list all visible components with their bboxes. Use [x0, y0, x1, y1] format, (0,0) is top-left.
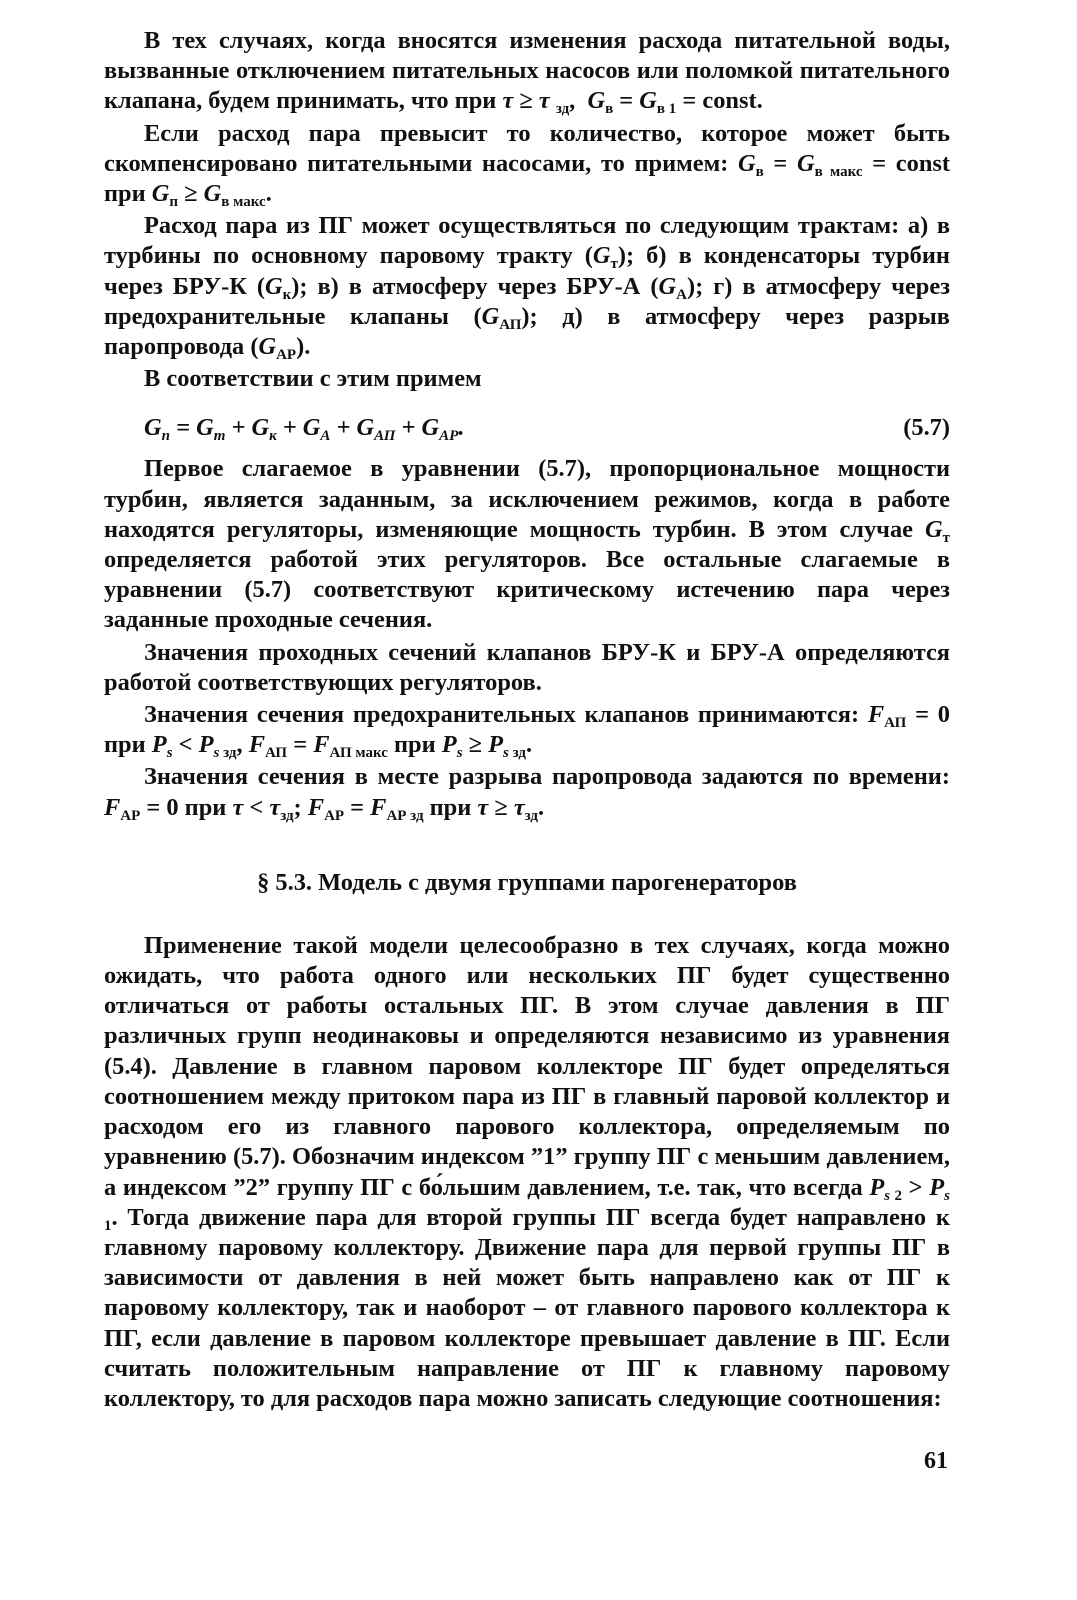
- paragraph-steam-excess: Если расход пара превысит то количество, которое может быть скомпенсировано питательными насосами, то примем: $G_в = G_{в макс}$ = const при $G_п \ge G_{в макс}$.: [104, 119, 951, 211]
- paragraph-safety-valves: Значения сечения предохранительных клапанов принимаются: $F_{АП} = 0$ при $P_s < P_{s зд}$, $F_{АП} = F_{АП макс}$ при $P_s \ge P_{s зд}$.: [104, 701, 950, 762]
- equation-expression: $G_п = G_т + G_к + G_А + G_{АП} + G_{АР}$.: [144, 414, 465, 445]
- page-number: 61: [924, 1448, 948, 1474]
- equation-5-7: [104, 396, 950, 454]
- paragraph-steam-paths: Расход пара из ПГ может осуществляться по следующим трактам: а) в турбины по основному паровому тракту $(G_т)$; б) в конденсаторы турбин через БРУ-К $(G_к)$; в) в атмосферу через БРУ-А $(G_А)$; г) в атмосферу через предохранительные клапаны $(G_{АП})$; д) в атмосферу через разрыв паропровода $(G_{АР})$.: [104, 212, 951, 364]
- paragraph-first-term: Первое слагаемое в уравнении (5.7), пропорциональное мощности турбин, является заданным, за исключением режимов, когда в работе находятся регуляторы, изменяющие мощность турбин. В этом случае $G_т$ определяется работой этих регуляторов. Все остальные слагаемые в уравнении (5.7) соответствуют критическому истечению пара через заданные проходные сечения.: [104, 455, 950, 634]
- page-body: [104, 26, 950, 1416]
- section-heading: § 5.3. Модель с двумя группами парогенераторов: [257, 868, 797, 896]
- paragraph-pipe-rupture: Значения сечения в месте разрыва паропровода задаются по времени: $F_{АР} = 0$ при $\tau < \tau_{зд}$; $F_{АР} = F_{АР зд}$ при $\tau \ge \tau_{зд}$.: [104, 763, 950, 824]
- paragraph-accordingly: В соответствии с этим примем: [144, 365, 482, 393]
- paragraph-two-group-model: Применение такой модели целесообразно в тех случаях, когда можно ожидать, что работа одного или нескольких ПГ будет существенно отличаться от работы остальных ПГ. В этом случае давления в ПГ различных групп неодинаковы и определяются независимо из уравнения (5.4). Давление в главном паровом коллекторе ПГ будет определяться соотношением между притоком пара из ПГ в главный паровой коллектор и расходом его из главного парового коллектора, определяемым по уравнению (5.7). Обозначим индексом ”1” группу ПГ с меньшим давлением, а индексом ”2” группу ПГ с бо́льшим давлением, т.е. так, что всегда $P_{s 2} > P_{s 1}$. Тогда движение пара для второй группы ПГ всегда будет направлено к главному паровому коллектору. Движение пара для первой группы ПГ в зависимости от давления в ней может быть направлено как от ПГ к паровому коллектору, так и наоборот – от главного парового коллектора к ПГ, если давление в паровом коллекторе превышает давление в ПГ. Если считать положительным направление от ПГ к главному паровому коллектору, то для расходов пара можно записать следующие соотношения:: [104, 931, 951, 1412]
- paragraph-feedwater-condition: В тех случаях, когда вносятся изменения расхода питательной воды, вызванные отключением питательных насосов или поломкой питательного клапана, будем принимать, что при τ ≥ τ $_{зд}$, $G_в = G_{в 1}$ = const.: [104, 27, 950, 118]
- paragraph-valve-sections: Значения проходных сечений клапанов БРУ-К и БРУ-А определяются работой соответствующих регуляторов.: [104, 638, 950, 696]
- equation-number: (5.7): [903, 414, 950, 442]
